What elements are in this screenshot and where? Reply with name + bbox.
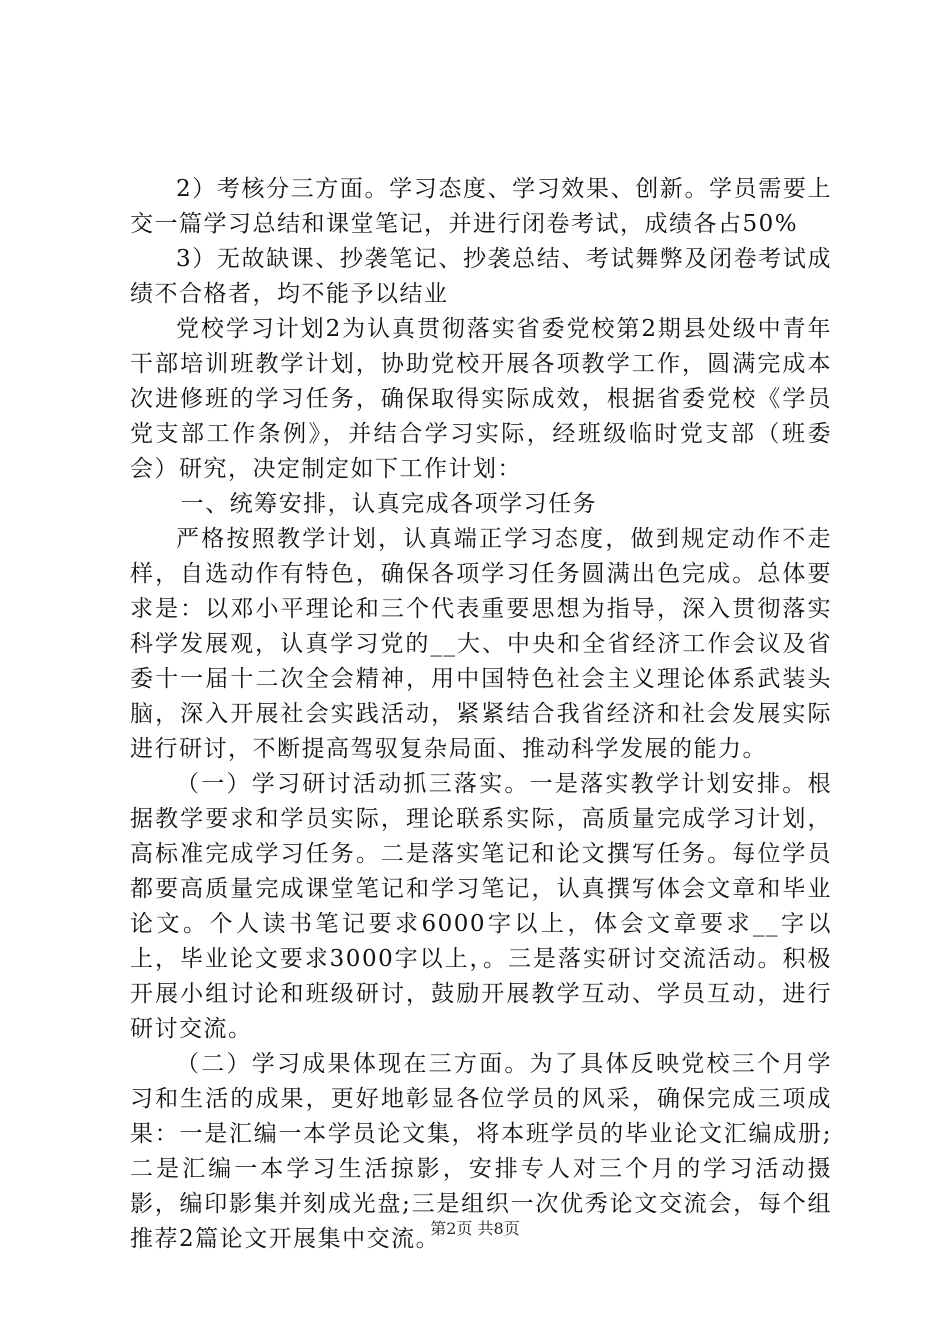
paragraph-assessment: 2）考核分三方面。学习态度、学习效果、创新。学员需要上交一篇学习总结和课堂笔记，并进行闭卷考试，成绩各占50% bbox=[130, 176, 832, 237]
paragraph-plan-intro: 党校学习计划2为认真贯彻落实省委党校第2期县处级中青年干部培训班教学计划，协助党校开展各项教学工作，圆满完成本次进修班的学习任务，确保取得实际成效，根据省委党校《学员党支部工作条例》，并结合学习实际，经班级临时党支部（班委会）研究，决定制定如下工作计划： bbox=[130, 316, 832, 482]
page-footer: 第2页 共8页 bbox=[430, 1219, 520, 1238]
paragraph-graduation-rules: 3）无故缺课、抄袭笔记、抄袭总结、考试舞弊及闭卷考试成绩不合格者，均不能予以结业 bbox=[130, 246, 832, 307]
paragraph-study-activities: （一）学习研讨活动抓三落实。一是落实教学计划安排。根据教学要求和学员实际，理论联系实际，高质量完成学习计划，高标准完成学习任务。二是落实笔记和论文撰写任务。每位学员都要高质量完成课堂笔记和学习笔记，认真撰写体会文章和毕业论文。个人读书笔记要求6000字以上，体会文章要求__字以上，毕业论文要求3000字以上，。三是落实研讨交流活动。积极开展小组讨论和班级研讨，鼓励开展教学互动、学员互动，进行研讨交流。 bbox=[130, 771, 832, 1042]
section-heading: 一、统筹安排，认真完成各项学习任务 bbox=[180, 491, 598, 517]
document-body bbox=[130, 172, 832, 1257]
paragraph-overall-requirements: 严格按照教学计划，认真端正学习态度，做到规定动作不走样，自选动作有特色，确保各项学习任务圆满出色完成。总体要求是：以邓小平理论和三个代表重要思想为指导，深入贯彻落实科学发展观，认真学习党的__大、中央和全省经济工作会议及省委十一届十二次全会精神，用中国特色社会主义理论体系武装头脑，深入开展社会实践活动，紧紧结合我省经济和社会发展实际进行研讨，不断提高驾驭复杂局面、推动科学发展的能力。 bbox=[130, 526, 832, 762]
paragraph-study-results: （二）学习成果体现在三方面。为了具体反映党校三个月学习和生活的成果，更好地彰显各位学员的风采，确保完成三项成果：一是汇编一本学员论文集，将本班学员的毕业论文汇编成册;二是汇编一本学习生活掠影，安排专人对三个月的学习活动摄影，编印影集并刻成光盘;三是组织一次优秀论文交流会，每个组推荐2篇论文开展集中交流。 bbox=[130, 1051, 832, 1252]
